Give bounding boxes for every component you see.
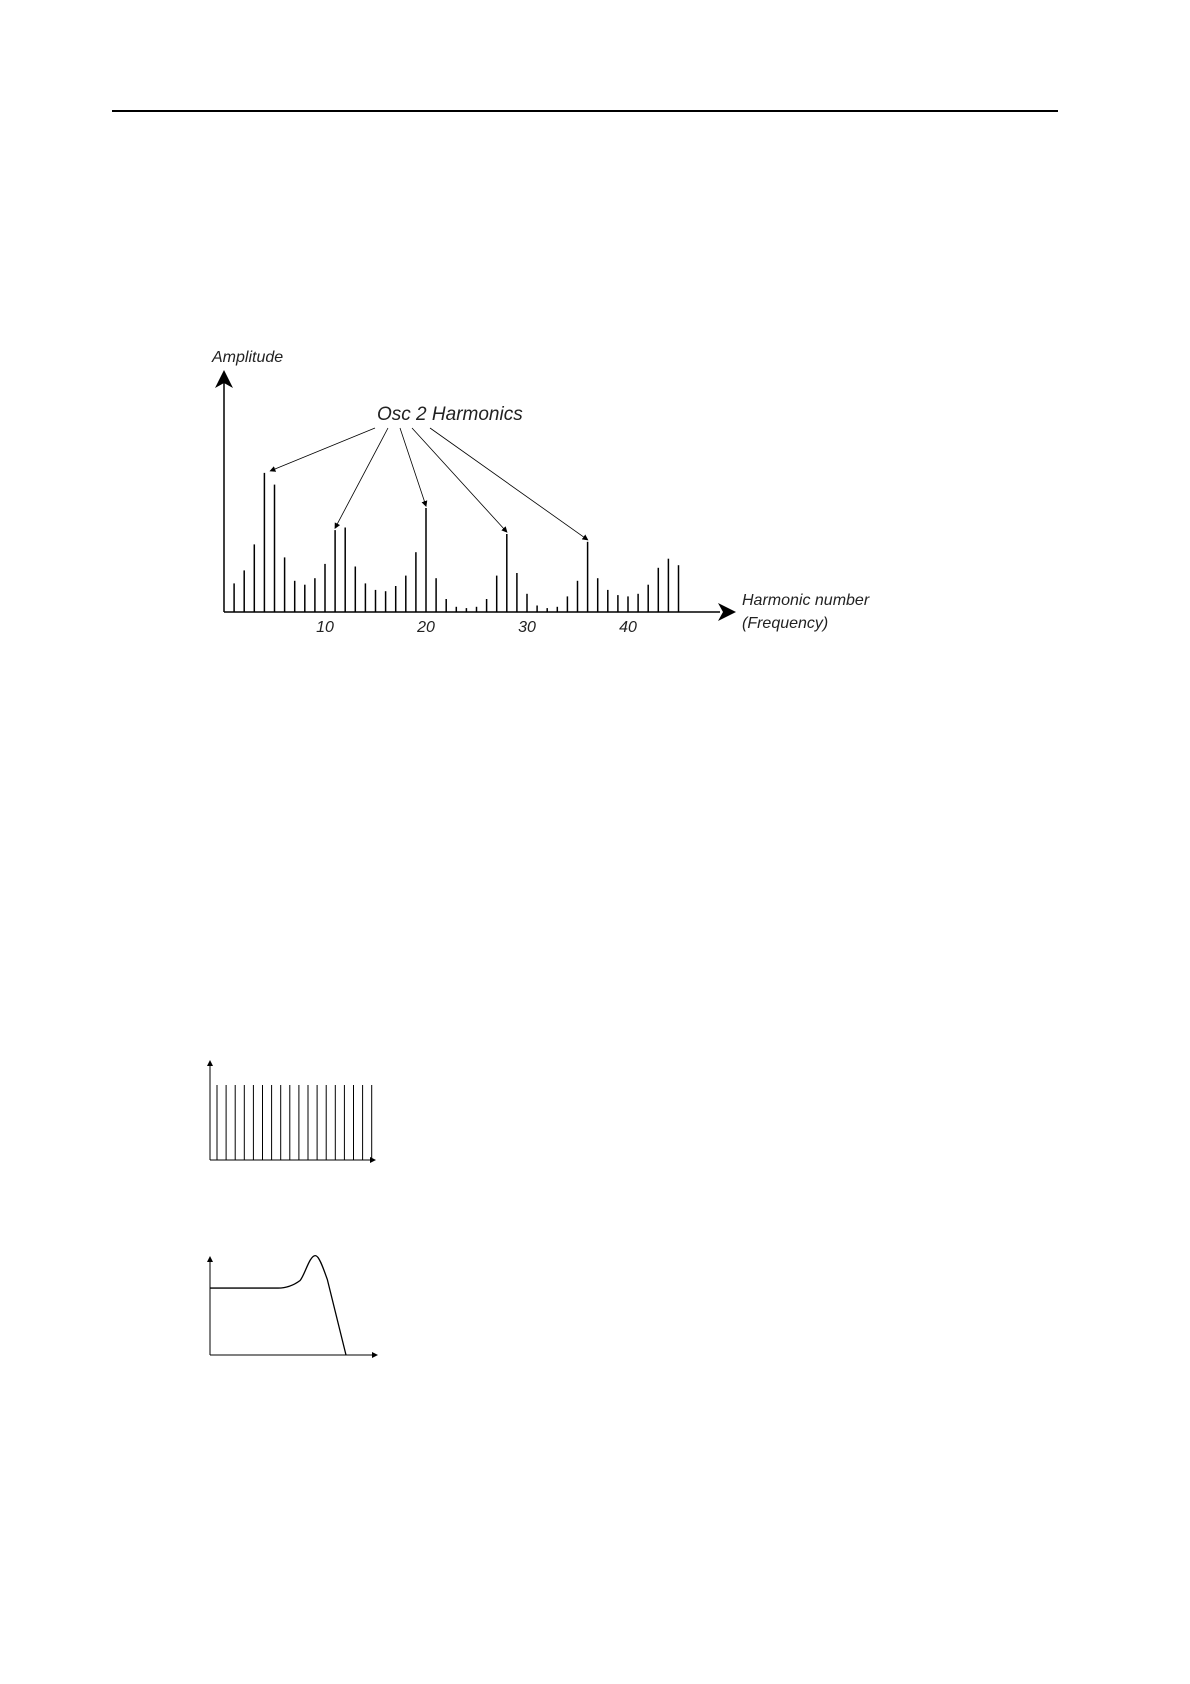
x-axis-arrowhead-icon [718, 603, 736, 621]
x-axis-sublabel: (Frequency) [742, 615, 829, 632]
filter-curve-chart [207, 1256, 378, 1358]
curve-x-arrowhead-icon [372, 1352, 378, 1358]
annotation-arrow [270, 428, 375, 471]
x-tick-label: 20 [417, 619, 435, 636]
annotation-arrow [430, 428, 588, 540]
small-y-arrowhead-icon [207, 1060, 213, 1066]
x-axis-label: Harmonic number [742, 592, 870, 609]
y-axis-label: Amplitude [212, 349, 284, 366]
annotation-arrow [335, 428, 388, 528]
spectrum-chart [211, 349, 870, 636]
annotation-label: Osc 2 Harmonics [377, 404, 523, 425]
x-tick-label: 10 [316, 619, 334, 636]
x-tick-label: 40 [619, 619, 637, 636]
x-tick-label: 30 [518, 619, 536, 636]
response-curve [210, 1256, 346, 1355]
small-x-arrowhead-icon [370, 1157, 376, 1163]
annotation-arrow [400, 428, 426, 506]
curve-y-arrowhead-icon [207, 1256, 213, 1262]
flat-spectrum-chart [207, 1060, 376, 1163]
